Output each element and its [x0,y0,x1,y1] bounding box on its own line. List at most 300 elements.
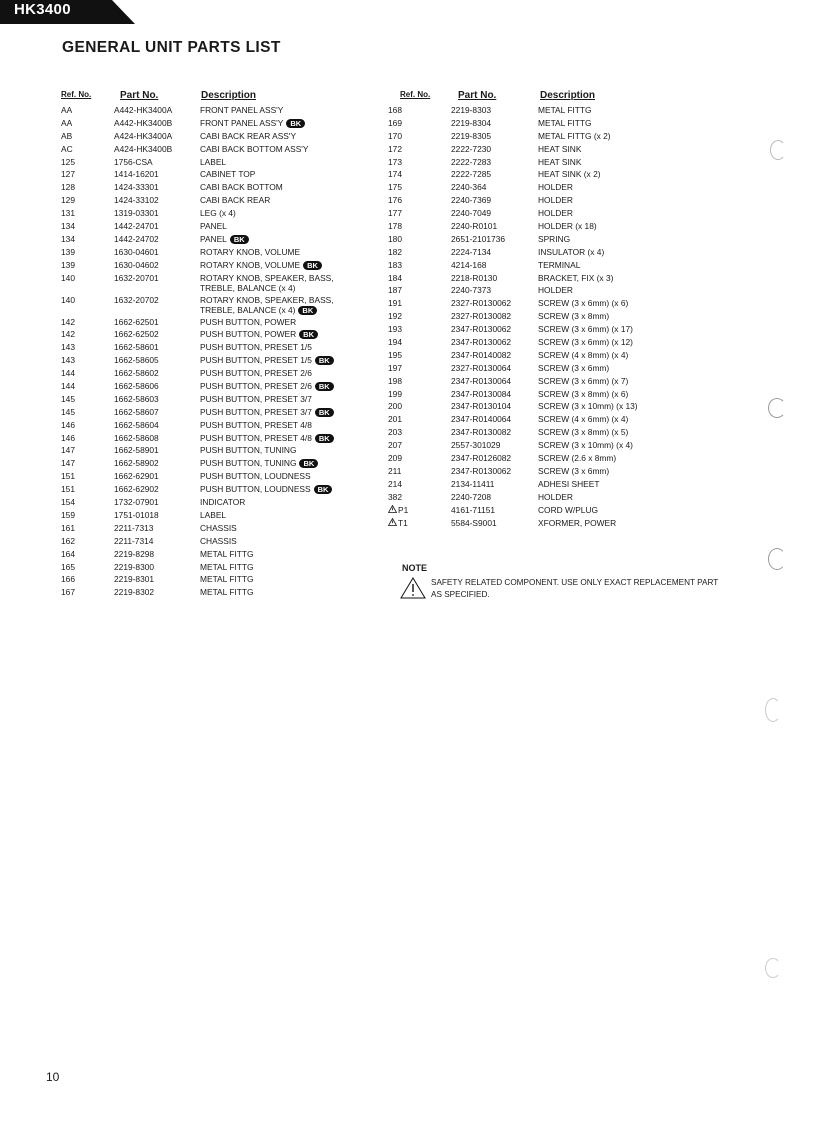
description-cell [200,234,249,244]
table-row [61,420,361,433]
ref-no-cell [388,518,408,528]
ref-no-text: 164 [61,548,75,559]
black-finish-badge: BK [315,408,334,417]
ref-no-cell [61,484,75,494]
part-no-cell: 2222-7285 [451,169,492,180]
ref-no-cell [61,523,75,533]
ref-no-text: 187 [388,285,402,296]
ref-no-text: 200 [388,401,402,412]
description-text: SCREW (3 x 6mm) [538,465,610,476]
description-cell [200,208,236,218]
description-cell [200,342,312,352]
ref-no-cell [61,182,75,192]
description-header: Description [201,90,257,101]
ref-no-cell [61,221,75,231]
ref-no-cell [61,342,75,352]
description-cell [200,182,283,192]
ref-no-cell [61,458,75,468]
description-cell [538,518,616,528]
description-cell [200,484,332,494]
ref-no-text: 178 [388,221,402,232]
ref-no-cell [388,311,402,321]
description-cell [200,407,334,417]
ref-no-cell [61,394,75,404]
description-cell [200,562,254,572]
description-cell [538,169,601,179]
description-text: CORD W/PLUG [538,504,599,515]
table-row [61,208,361,221]
note-title: NOTE [402,563,428,573]
ref-no-text: 176 [388,195,402,206]
ref-no-cell [388,414,402,424]
table-row [388,363,728,376]
ref-no-cell [61,295,75,305]
ref-no-text: 195 [388,349,402,360]
ref-no-cell [61,329,75,339]
table-row [388,401,728,414]
description-text: PUSH BUTTON, PRESET 4/8 [200,419,312,430]
description-text: METAL FITTG [200,574,254,585]
ref-no-cell [388,363,402,373]
part-no-cell: 1662-62501 [114,316,159,327]
black-finish-badge: BK [303,261,322,270]
ref-no-cell [388,273,402,283]
ref-no-text: 146 [61,419,75,430]
description-cell [538,479,599,489]
table-row [388,350,728,363]
ref-no-cell [61,169,75,179]
part-no-cell: 2219-8302 [114,587,155,598]
black-finish-badge: BK [315,434,334,443]
ref-no-text: 166 [61,574,75,585]
description-cell [538,453,616,463]
table-row [388,247,728,260]
description-text: ROTARY KNOB, SPEAKER, BASS, TREBLE, BALANCE (x 4) [200,272,334,293]
description-cell [538,195,573,205]
ref-no-text: 209 [388,453,402,464]
description-text: CABI BACK REAR ASS'Y [200,130,297,141]
description-cell [538,466,609,476]
table-row [388,157,728,170]
description-cell [538,234,570,244]
ref-no-cell [388,466,401,476]
description-text: PUSH BUTTON, TUNING [200,445,297,456]
ref-no-text: 167 [61,587,75,598]
scan-mark [768,398,786,418]
ref-no-text: 161 [61,522,75,533]
description-cell [200,144,309,154]
scan-mark [765,698,781,722]
page-number: 10 [46,1070,60,1084]
warning-triangle-icon [400,577,426,599]
description-cell [200,295,334,315]
ref-no-text: 199 [388,388,402,399]
description-cell [200,471,311,481]
description-cell [200,420,312,430]
description-cell [538,260,580,270]
part-no-cell: 1414-16201 [114,169,159,180]
part-no-cell: 2347-R0140082 [451,349,512,360]
table-row [61,342,361,355]
ref-no-text: 147 [61,458,75,469]
part-no-cell: 2219-8304 [451,117,492,128]
ref-no-text: 184 [388,272,402,283]
part-no-cell: 2222-7283 [451,156,492,167]
part-no-cell: 2347-R0130084 [451,388,512,399]
table-row [388,208,728,221]
description-text: SCREW (3 x 8mm) (x 5) [538,427,629,438]
ref-no-cell [61,260,75,270]
table-row [388,234,728,247]
table-row [61,471,361,484]
part-no-cell: 2347-R0130082 [451,427,512,438]
part-no-cell: 1662-62502 [114,329,159,340]
table-row [61,273,361,295]
description-cell [538,105,592,115]
description-text: PUSH BUTTON, LOUDNESS [200,471,311,482]
part-no-cell: 2240-7049 [451,208,492,219]
table-row [61,484,361,497]
table-row [388,118,728,131]
right-table-header [388,90,728,104]
part-no-cell: 2219-8305 [451,130,492,141]
part-no-cell: 4214-168 [451,259,487,270]
description-cell [538,118,592,128]
table-row [61,587,361,600]
description-text: SCREW (4 x 8mm) (x 4) [538,349,629,360]
part-no-cell: 1630-04602 [114,259,159,270]
description-text: PANEL [200,233,227,244]
part-no-cell: 1662-58608 [114,432,159,443]
description-text: HOLDER [538,491,573,502]
description-cell [538,144,581,154]
description-text: SCREW (3 x 6mm) (x 7) [538,375,629,386]
right-parts-table [388,90,728,530]
ref-no-text: 198 [388,375,402,386]
description-cell [538,157,581,167]
ref-no-text: 165 [61,561,75,572]
part-no-cell: 1662-58607 [114,406,159,417]
table-row [388,131,728,144]
table-row [61,144,361,157]
note-text: SAFETY RELATED COMPONENT. USE ONLY EXACT REPLACEMENT PART AS SPECIFIED. [431,578,719,599]
table-row [61,549,361,562]
ref-no-cell [61,471,75,481]
description-text: HOLDER [538,208,573,219]
table-row [388,376,728,389]
ref-no-cell [388,182,402,192]
ref-no-cell [388,440,402,450]
ref-no-cell [388,234,402,244]
part-no-cell: A424-HK3400B [114,143,173,154]
ref-no-text: 203 [388,427,402,438]
ref-no-text: 175 [388,182,402,193]
description-text: SCREW (4 x 6mm) (x 4) [538,414,629,425]
ref-no-text: 182 [388,246,402,257]
part-no-cell: 1442-24701 [114,221,159,232]
description-text: LEG (x 4) [200,208,236,219]
ref-no-cell [388,298,402,308]
ref-no-cell [61,105,72,115]
ref-no-cell [61,273,75,283]
part-no-cell: 2219-8303 [451,105,492,115]
table-row [61,221,361,234]
part-no-cell: 1662-62901 [114,471,159,482]
ref-no-text: 144 [61,368,75,379]
part-no-cell: 2134-11411 [451,478,495,489]
table-row [61,355,361,368]
ref-no-text: AC [61,143,73,154]
description-cell [538,427,628,437]
description-text: PUSH BUTTON, PRESET 1/5 [200,342,312,353]
ref-no-header: Ref. No. [61,90,92,99]
table-row [61,497,361,510]
part-no-cell: 2347-R0130062 [451,324,512,335]
ref-no-text: 125 [61,156,75,167]
ref-no-text: 191 [388,298,402,309]
table-row [61,523,361,536]
description-text: INDICATOR [200,497,246,508]
part-no-cell: 1424-33301 [114,182,159,193]
table-row [61,182,361,195]
ref-no-cell [61,317,75,327]
table-row [61,381,361,394]
description-cell [200,587,254,597]
ref-no-cell [61,407,75,417]
ref-no-text: 183 [388,259,402,270]
ref-no-text: T1 [398,517,408,528]
ref-no-text: 128 [61,182,75,193]
ref-no-cell [61,510,75,520]
black-finish-badge: BK [314,485,333,494]
description-cell [200,445,296,455]
part-no-cell: 2347-R0126082 [451,453,512,464]
description-text: CABINET TOP [200,169,256,180]
description-text: SCREW (3 x 8mm) [538,311,610,322]
description-text: METAL FITTG [200,587,254,598]
ref-no-text: 145 [61,406,75,417]
description-text: LABEL [200,156,227,167]
table-row [388,466,728,479]
left-parts-table [61,90,361,600]
ref-no-cell [61,208,75,218]
ref-no-text: 162 [61,535,75,546]
part-no-cell: 1632-20701 [114,272,159,283]
description-text: SCREW (3 x 6mm) (x 12) [538,337,633,348]
table-row [61,234,361,247]
description-cell [538,247,604,257]
ref-no-text: 131 [61,208,75,219]
part-no-cell: 1751-01018 [114,509,159,520]
description-cell [200,536,237,546]
description-text: PUSH BUTTON, PRESET 2/6 [200,381,312,392]
description-cell [538,221,597,231]
ref-no-cell [388,337,402,347]
description-cell [538,298,628,308]
black-finish-badge: BK [298,306,317,315]
description-text: PUSH BUTTON, POWER [200,316,297,327]
description-text: ROTARY KNOB, VOLUME [200,246,301,257]
description-text: PUSH BUTTON, LOUDNESS [200,484,311,495]
part-no-cell: 2211-7314 [114,535,154,546]
part-no-cell: 2240-7373 [451,285,492,296]
description-text: SCREW (2.6 x 8mm) [538,453,617,464]
description-cell [538,389,628,399]
description-text: METAL FITTG (x 2) [538,130,611,141]
part-no-cell: 1662-58602 [114,368,159,379]
part-no-cell: 1319-03301 [114,208,159,219]
ref-no-text: 174 [388,169,402,180]
description-cell [538,376,628,386]
part-no-cell: 2347-R0130062 [451,337,512,348]
table-row [61,574,361,587]
description-text: HOLDER [538,195,573,206]
description-text: PUSH BUTTON, POWER [200,329,297,340]
table-row [388,389,728,402]
description-cell [538,324,633,334]
table-row [61,394,361,407]
ref-no-text: 142 [61,329,75,340]
description-text: ADHESI SHEET [538,478,600,489]
description-cell [538,337,633,347]
ref-no-text: 143 [61,355,75,366]
ref-no-text: 159 [61,509,75,520]
part-no-cell: 2327-R0130064 [451,362,512,373]
description-cell [538,505,598,515]
table-row [388,440,728,453]
part-no-cell: A442-HK3400A [114,105,173,115]
part-no-cell: 1662-58901 [114,445,159,456]
part-no-cell: 1662-62902 [114,484,159,495]
description-text: METAL FITTG [200,548,254,559]
description-cell [538,350,628,360]
description-text: CHASSIS [200,535,237,546]
description-text: HEAT SINK [538,156,582,167]
description-cell [200,247,300,257]
ref-no-text: 170 [388,130,402,141]
description-cell [200,433,334,443]
table-row [61,407,361,420]
description-cell [538,273,613,283]
table-row [388,195,728,208]
description-text: PUSH BUTTON, PRESET 4/8 [200,432,312,443]
description-cell [200,381,334,391]
part-no-cell: 1662-58902 [114,458,159,469]
table-row [61,131,361,144]
table-row [388,505,728,518]
part-no-cell: 1662-58604 [114,419,159,430]
ref-no-text: 192 [388,311,402,322]
description-text: XFORMER, POWER [538,517,617,528]
ref-no-text: 145 [61,393,75,404]
description-text: BRACKET, FIX (x 3) [538,272,614,283]
description-cell [538,311,609,321]
ref-no-text: 154 [61,497,75,508]
ref-no-cell [61,381,75,391]
description-text: METAL FITTG [200,561,254,572]
table-row [388,518,728,531]
table-row [61,458,361,471]
black-finish-badge: BK [315,356,334,365]
model-tab-label: HK3400 [14,1,71,18]
table-row [388,337,728,350]
ref-no-text: 168 [388,105,402,115]
ref-no-cell [61,118,72,128]
table-row [388,105,728,118]
ref-no-text: 214 [388,478,402,489]
ref-no-cell [61,574,75,584]
ref-no-text: 197 [388,362,402,373]
ref-no-cell [388,157,402,167]
part-no-cell: 2327-R0130062 [451,298,512,309]
description-header: Description [540,90,596,101]
description-text: SCREW (3 x 6mm) (x 17) [538,324,633,335]
description-text: INSULATOR (x 4) [538,246,605,257]
description-cell [200,118,305,128]
part-no-cell: 1424-33102 [114,195,159,206]
description-cell [200,523,237,533]
ref-no-cell [61,157,75,167]
table-row [61,510,361,523]
description-text: SCREW (3 x 10mm) (x 4) [538,440,633,451]
ref-no-text: 211 [388,465,402,476]
part-no-cell: 2347-R0130104 [451,401,512,412]
ref-no-cell [388,453,402,463]
description-text: FRONT PANEL ASS'Y [200,117,284,128]
ref-no-text: P1 [398,504,409,515]
left-table-header [61,90,361,104]
ref-no-text: 194 [388,337,402,348]
description-cell [538,401,638,411]
left-table-rows [61,105,361,600]
ref-no-cell [388,144,402,154]
table-row [388,260,728,273]
description-cell [200,510,226,520]
part-no-cell: 2651-2101736 [451,233,506,244]
ref-no-text: 177 [388,208,402,219]
ref-no-text: 144 [61,381,75,392]
description-text: CABI BACK BOTTOM ASS'Y [200,143,309,154]
part-no-cell: 1662-58603 [114,393,159,404]
description-cell [538,414,628,424]
ref-no-text: 151 [61,471,75,482]
description-cell [200,317,296,327]
ref-no-cell [388,285,402,295]
model-tab [0,0,135,24]
ref-no-cell [388,208,402,218]
table-row [388,453,728,466]
description-text: PUSH BUTTON, PRESET 2/6 [200,368,312,379]
page-title: GENERAL UNIT PARTS LIST [62,39,281,56]
ref-no-text: 193 [388,324,402,335]
table-row [388,492,728,505]
ref-no-text: AB [61,130,73,141]
ref-no-cell [61,587,75,597]
part-no-cell: 1630-04601 [114,246,159,257]
black-finish-badge: BK [286,119,305,128]
part-no-cell: 1662-58606 [114,381,159,392]
description-text: PUSH BUTTON, PRESET 1/5 [200,355,312,366]
table-row [61,118,361,131]
table-row [61,445,361,458]
table-row [61,562,361,575]
description-text: SCREW (3 x 6mm) [538,362,610,373]
ref-no-text: 139 [61,246,75,257]
ref-no-text: 129 [61,195,75,206]
table-row [61,195,361,208]
part-no-cell: 1732-07901 [114,497,159,508]
description-cell [538,363,609,373]
